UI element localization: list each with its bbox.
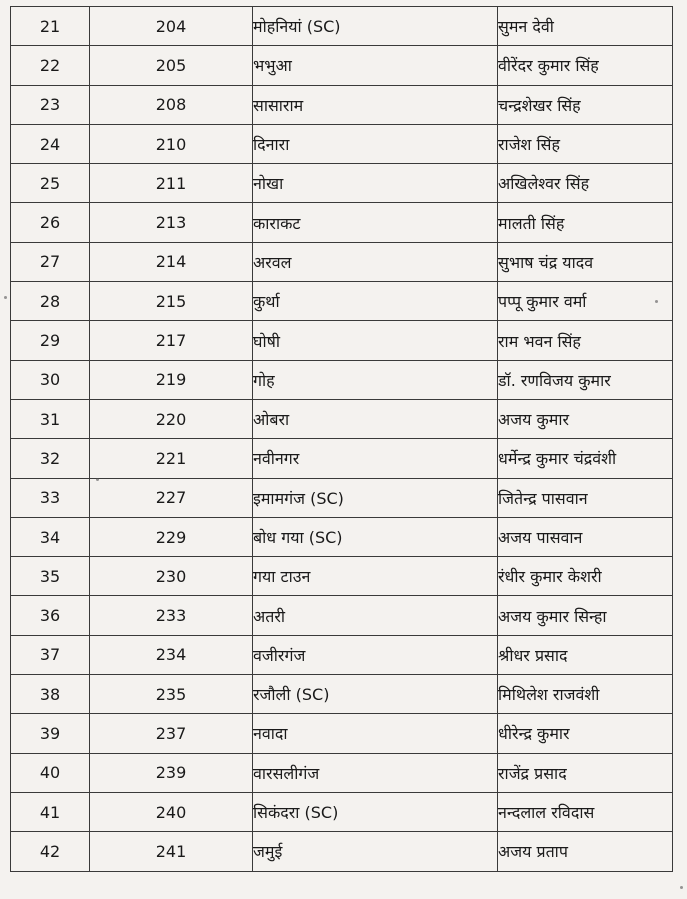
constituency-number-cell: 229 bbox=[90, 517, 253, 556]
table-row bbox=[11, 124, 673, 163]
serial-number-cell: 29 bbox=[11, 321, 90, 360]
serial-number-cell: 42 bbox=[11, 832, 90, 871]
table-row bbox=[11, 635, 673, 674]
constituency-name-cell: घोषी bbox=[253, 321, 498, 360]
candidate-name-cell: राजेंद्र प्रसाद bbox=[498, 753, 673, 792]
serial-number-cell: 37 bbox=[11, 635, 90, 674]
serial-number-cell: 26 bbox=[11, 203, 90, 242]
constituency-number-cell: 227 bbox=[90, 478, 253, 517]
candidate-name-cell: मिथिलेश राजवंशी bbox=[498, 675, 673, 714]
constituency-number-cell: 211 bbox=[90, 164, 253, 203]
table-row bbox=[11, 164, 673, 203]
table-row bbox=[11, 557, 673, 596]
constituency-number-cell: 214 bbox=[90, 242, 253, 281]
constituency-name-cell: गोह bbox=[253, 360, 498, 399]
constituency-number-cell: 208 bbox=[90, 85, 253, 124]
constituency-name-cell: वजीरगंज bbox=[253, 635, 498, 674]
constituency-number-cell: 220 bbox=[90, 399, 253, 438]
table-row bbox=[11, 85, 673, 124]
constituency-name-cell: नवीनगर bbox=[253, 439, 498, 478]
table-row bbox=[11, 517, 673, 556]
constituency-number-cell: 210 bbox=[90, 124, 253, 163]
constituency-name-cell: इमामगंज (SC) bbox=[253, 478, 498, 517]
constituency-number-cell: 241 bbox=[90, 832, 253, 871]
candidate-name-cell: राम भवन सिंह bbox=[498, 321, 673, 360]
candidate-name-cell: श्रीधर प्रसाद bbox=[498, 635, 673, 674]
table-row bbox=[11, 675, 673, 714]
candidate-name-cell: रंधीर कुमार केशरी bbox=[498, 557, 673, 596]
serial-number-cell: 28 bbox=[11, 282, 90, 321]
candidate-name-cell: चन्द्रशेखर सिंह bbox=[498, 85, 673, 124]
scan-speck bbox=[680, 886, 683, 889]
candidate-name-cell: पप्पू कुमार वर्मा bbox=[498, 282, 673, 321]
serial-number-cell: 31 bbox=[11, 399, 90, 438]
constituency-name-cell: सासाराम bbox=[253, 85, 498, 124]
table-row bbox=[11, 832, 673, 871]
constituency-name-cell: जमुई bbox=[253, 832, 498, 871]
candidate-name-cell: राजेश सिंह bbox=[498, 124, 673, 163]
table-row bbox=[11, 399, 673, 438]
constituency-number-cell: 215 bbox=[90, 282, 253, 321]
constituency-number-cell: 219 bbox=[90, 360, 253, 399]
constituency-name-cell: अरवल bbox=[253, 242, 498, 281]
candidate-name-cell: अजय कुमार bbox=[498, 399, 673, 438]
table-row bbox=[11, 714, 673, 753]
serial-number-cell: 33 bbox=[11, 478, 90, 517]
serial-number-cell: 41 bbox=[11, 792, 90, 831]
constituency-name-cell: नवादा bbox=[253, 714, 498, 753]
constituency-number-cell: 205 bbox=[90, 46, 253, 85]
constituency-number-cell: 204 bbox=[90, 7, 253, 46]
constituency-number-cell: 230 bbox=[90, 557, 253, 596]
candidate-name-cell: वीरेंदर कुमार सिंह bbox=[498, 46, 673, 85]
scan-speck bbox=[96, 478, 99, 481]
candidate-name-cell: डॉ. रणविजय कुमार bbox=[498, 360, 673, 399]
constituency-number-cell: 239 bbox=[90, 753, 253, 792]
constituency-name-cell: गया टाउन bbox=[253, 557, 498, 596]
constituency-name-cell: कुर्था bbox=[253, 282, 498, 321]
scan-speck bbox=[4, 296, 7, 299]
serial-number-cell: 38 bbox=[11, 675, 90, 714]
candidate-name-cell: जितेन्द्र पासवान bbox=[498, 478, 673, 517]
constituency-number-cell: 235 bbox=[90, 675, 253, 714]
serial-number-cell: 39 bbox=[11, 714, 90, 753]
candidate-name-cell: अजय कुमार सिन्हा bbox=[498, 596, 673, 635]
candidate-name-cell: धीरेन्द्र कुमार bbox=[498, 714, 673, 753]
table-row bbox=[11, 242, 673, 281]
constituency-number-cell: 217 bbox=[90, 321, 253, 360]
table-row bbox=[11, 478, 673, 517]
table-row bbox=[11, 596, 673, 635]
constituency-name-cell: अतरी bbox=[253, 596, 498, 635]
constituency-name-cell: वारसलीगंज bbox=[253, 753, 498, 792]
constituency-name-cell: रजौली (SC) bbox=[253, 675, 498, 714]
candidate-name-cell: नन्दलाल रविदास bbox=[498, 792, 673, 831]
serial-number-cell: 23 bbox=[11, 85, 90, 124]
serial-number-cell: 27 bbox=[11, 242, 90, 281]
constituency-name-cell: सिकंदरा (SC) bbox=[253, 792, 498, 831]
scan-speck bbox=[655, 300, 658, 303]
table-row bbox=[11, 7, 673, 46]
table-row bbox=[11, 360, 673, 399]
table-body bbox=[11, 7, 673, 872]
table-row bbox=[11, 792, 673, 831]
constituency-name-cell: काराकट bbox=[253, 203, 498, 242]
candidate-name-cell: सुमन देवी bbox=[498, 7, 673, 46]
candidate-name-cell: धर्मेन्द्र कुमार चंद्रवंशी bbox=[498, 439, 673, 478]
table-row bbox=[11, 203, 673, 242]
serial-number-cell: 34 bbox=[11, 517, 90, 556]
constituency-name-cell: मोहनियां (SC) bbox=[253, 7, 498, 46]
constituency-number-cell: 233 bbox=[90, 596, 253, 635]
table-row bbox=[11, 282, 673, 321]
constituency-number-cell: 234 bbox=[90, 635, 253, 674]
constituency-number-cell: 240 bbox=[90, 792, 253, 831]
constituency-name-cell: भभुआ bbox=[253, 46, 498, 85]
candidate-name-cell: अखिलेश्वर सिंह bbox=[498, 164, 673, 203]
serial-number-cell: 21 bbox=[11, 7, 90, 46]
candidate-list-table bbox=[10, 6, 673, 872]
constituency-name-cell: ओबरा bbox=[253, 399, 498, 438]
constituency-name-cell: दिनारा bbox=[253, 124, 498, 163]
serial-number-cell: 32 bbox=[11, 439, 90, 478]
constituency-name-cell: बोध गया (SC) bbox=[253, 517, 498, 556]
serial-number-cell: 30 bbox=[11, 360, 90, 399]
serial-number-cell: 24 bbox=[11, 124, 90, 163]
candidate-name-cell: मालती सिंह bbox=[498, 203, 673, 242]
candidate-name-cell: सुभाष चंद्र यादव bbox=[498, 242, 673, 281]
constituency-number-cell: 237 bbox=[90, 714, 253, 753]
table-row bbox=[11, 439, 673, 478]
constituency-number-cell: 221 bbox=[90, 439, 253, 478]
serial-number-cell: 35 bbox=[11, 557, 90, 596]
candidate-name-cell: अजय पासवान bbox=[498, 517, 673, 556]
table-row bbox=[11, 321, 673, 360]
table-row bbox=[11, 46, 673, 85]
serial-number-cell: 36 bbox=[11, 596, 90, 635]
table-row bbox=[11, 753, 673, 792]
serial-number-cell: 22 bbox=[11, 46, 90, 85]
serial-number-cell: 40 bbox=[11, 753, 90, 792]
constituency-number-cell: 213 bbox=[90, 203, 253, 242]
candidate-name-cell: अजय प्रताप bbox=[498, 832, 673, 871]
serial-number-cell: 25 bbox=[11, 164, 90, 203]
constituency-name-cell: नोखा bbox=[253, 164, 498, 203]
